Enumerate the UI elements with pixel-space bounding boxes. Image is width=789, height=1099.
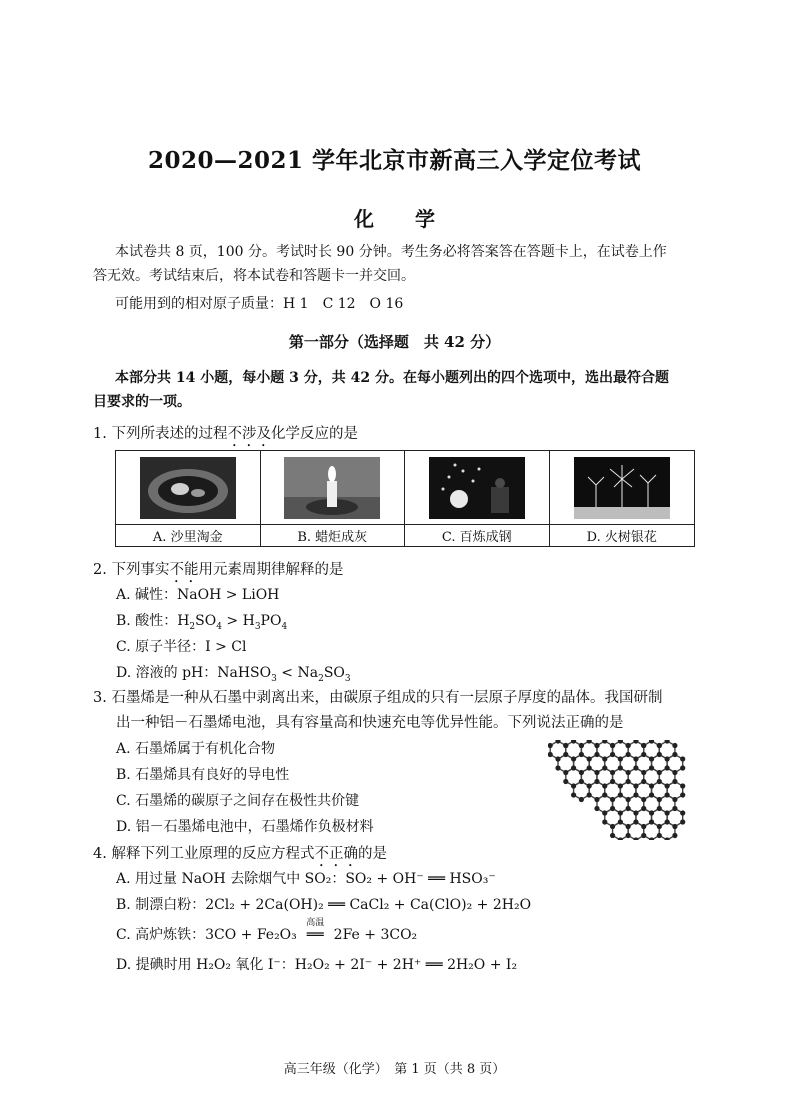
option-c-label: C. 百炼成钢 (441, 530, 512, 545)
carbon-atom (657, 743, 662, 748)
carbon-atom (633, 819, 638, 824)
gold-panning-image (116, 451, 260, 525)
carbon-atom (602, 740, 607, 744)
carbon-atom (665, 756, 670, 761)
carbon-atom (649, 783, 654, 788)
carbon-atom (633, 765, 638, 770)
carbon-atom (579, 743, 584, 748)
carbon-atom (665, 765, 670, 770)
carbon-atom (571, 783, 576, 788)
question-4-stem: 4. 解释下列工业原理的反应方程式不正确的是 (93, 846, 387, 862)
carbon-atom (610, 833, 615, 838)
lattice-bond (613, 822, 629, 840)
carbon-atom (641, 770, 646, 775)
carbon-atom (618, 810, 623, 815)
reaction-condition: 高温 (306, 918, 325, 928)
carbon-atom (626, 779, 631, 784)
option-b-cell[interactable] (261, 451, 406, 546)
carbon-atom (672, 779, 677, 784)
carbon-atom (633, 810, 638, 815)
lattice-bond (659, 822, 675, 840)
steel-forging-image (405, 451, 549, 525)
carbon-atom (649, 837, 654, 840)
carbon-atom (618, 740, 623, 744)
carbon-atom (641, 797, 646, 802)
carbon-atom (657, 770, 662, 775)
carbon-atom (641, 833, 646, 838)
option-d-label: D. 火树银花 (586, 530, 657, 545)
carbon-atom (602, 819, 607, 824)
question-4-option-d[interactable]: D. 提碘时用 H₂O₂ 氧化 I⁻：H₂O₂ + 2I⁻ + 2H⁺ ══ 2H₂O + I₂ (116, 957, 518, 973)
carbon-atom (587, 792, 592, 797)
carbon-atom (610, 752, 615, 757)
carbon-atom (563, 752, 568, 757)
carbon-atom (672, 833, 677, 838)
carbon-atom (610, 797, 615, 802)
carbon-atom (665, 792, 670, 797)
emphasis-text: 不正确 (314, 846, 358, 862)
carbon-atom (610, 779, 615, 784)
atomic-masses: 可能用到的相对原子质量：H 1 C 12 O 16 (115, 296, 404, 312)
carbon-atom (633, 756, 638, 761)
carbon-atom (571, 765, 576, 770)
carbon-atom (555, 740, 560, 744)
carbon-atom (665, 740, 670, 744)
instructions-line-1: 本部分共 14 小题，每小题 3 分，共 42 分。在每小题列出的四个选项中，选出最符合题 (115, 370, 669, 386)
carbon-atom (657, 797, 662, 802)
option-a-cell[interactable] (116, 451, 261, 546)
option-a-label: A. 沙里淘金 (152, 530, 223, 545)
carbon-atom (602, 765, 607, 770)
carbon-atom (665, 783, 670, 788)
carbon-atom (633, 740, 638, 744)
question-2-option-d[interactable]: D. 溶液的 pH：NaHSO$_3$ < $Na_2SO_3$ (116, 665, 351, 684)
carbon-atom (665, 810, 670, 815)
carbon-atom (672, 797, 677, 802)
carbon-atom (649, 756, 654, 761)
carbon-atom (672, 806, 677, 811)
carbon-atom (626, 797, 631, 802)
question-3-option-d[interactable]: D. 铝－石墨烯电池中，石墨烯作负极材料 (116, 819, 374, 835)
carbon-atom (587, 783, 592, 788)
carbon-atom (672, 752, 677, 757)
question-3-stem-line-2: 出一种铝－石墨烯电池，具有容量高和快速充电等优异性能。下列说法正确的是 (116, 715, 624, 731)
carbon-atom (633, 837, 638, 840)
lattice-bond (574, 782, 590, 800)
carbon-atom (602, 756, 607, 761)
instructions-line-2: 目要求的一项。 (93, 394, 191, 410)
carbon-atom (610, 743, 615, 748)
carbon-atom (618, 765, 623, 770)
carbon-atom (649, 792, 654, 797)
carbon-atom (563, 779, 568, 784)
carbon-atom (571, 756, 576, 761)
carbon-atom (594, 779, 599, 784)
carbon-atom (657, 752, 662, 757)
carbon-atom (626, 824, 631, 829)
exam-title: 2020—2021 学年北京市新高三入学定位考试 (147, 147, 642, 174)
carbon-atom (579, 770, 584, 775)
carbon-atom (680, 792, 685, 797)
carbon-atom (641, 806, 646, 811)
question-4-option-a[interactable]: A. 用过量 NaOH 去除烟气中 SO₂：SO₂ + OH⁻ ══ HSO₃⁻ (116, 871, 496, 887)
question-2-option-b[interactable]: B. 酸性：$H_2SO_4 > H_3PO_4$ (116, 613, 288, 632)
carbon-atom (594, 806, 599, 811)
carbon-atom (610, 770, 615, 775)
intro-line-2: 答无效。考试结束后，将本试卷和答题卡一并交回。 (93, 268, 415, 284)
intro-line-1: 本试卷共 8 页，100 分。考试时长 90 分钟。考生务必将答案答在答题卡上，在试卷上作 (115, 244, 667, 260)
carbon-atom (618, 756, 623, 761)
question-1-stem: 1. 下列所表述的过程不涉及化学反应的是 (93, 426, 358, 442)
carbon-atom (618, 792, 623, 797)
carbon-atom (579, 779, 584, 784)
carbon-atom (657, 824, 662, 829)
carbon-atom (563, 770, 568, 775)
carbon-atom (649, 819, 654, 824)
lattice-bond (644, 822, 660, 840)
carbon-atom (571, 740, 576, 744)
question-4-option-b[interactable]: B. 制漂白粉：2Cl₂ + 2Ca(OH)₂ ══ CaCl₂ + Ca(ClO)₂ + 2H₂O (116, 897, 532, 913)
fireworks-image (550, 451, 695, 525)
carbon-atom (680, 810, 685, 815)
carbon-atom (587, 756, 592, 761)
question-3-option-a[interactable]: A. 石墨烯属于有机化合物 (116, 741, 276, 757)
carbon-atom (626, 833, 631, 838)
carbon-atom (602, 810, 607, 815)
carbon-atom (680, 819, 685, 824)
carbon-atom (571, 792, 576, 797)
subject-title: 化 学 (354, 207, 435, 231)
carbon-atom (665, 837, 670, 840)
carbon-atom (633, 792, 638, 797)
carbon-atom (626, 752, 631, 757)
question-1-options-table (115, 450, 695, 547)
carbon-atom (587, 765, 592, 770)
carbon-atom (594, 752, 599, 757)
carbon-atom (626, 806, 631, 811)
carbon-atom (579, 797, 584, 802)
carbon-atom (618, 783, 623, 788)
carbon-atom (602, 783, 607, 788)
carbon-atom (641, 752, 646, 757)
carbon-atom (649, 810, 654, 815)
page-footer: 高三年级（化学） 第 1 页（共 8 页） (283, 1062, 506, 1077)
carbon-atom (641, 824, 646, 829)
reaction-condition-arrow: 高温 ══ (301, 927, 329, 943)
carbon-atom (672, 824, 677, 829)
carbon-atom (555, 756, 560, 761)
question-3-option-c[interactable]: C. 石墨烯的碳原子之间存在极性共价键 (116, 793, 360, 809)
candle-image (261, 451, 405, 525)
section-heading: 第一部分（选择题 共 42 分） (288, 333, 501, 351)
carbon-atom (672, 743, 677, 748)
carbon-atom (657, 833, 662, 838)
carbon-atom (594, 743, 599, 748)
question-4-option-c[interactable]: C. 高炉炼铁：3CO + Fe₂O₃ 高温 ══ 2Fe + 3CO₂ (116, 924, 417, 944)
carbon-atom (602, 792, 607, 797)
question-2-option-a[interactable]: A. 碱性：NaOH > LiOH (116, 587, 280, 603)
carbon-atom (657, 779, 662, 784)
carbon-atom (665, 819, 670, 824)
lattice-bond (628, 822, 644, 840)
carbon-atom (680, 756, 685, 761)
question-3-stem-line-1: 3. 石墨烯是一种从石墨中剥离出来，由碳原子组成的只有一层原子厚度的晶体。我国研制 (93, 690, 663, 706)
question-3-option-b[interactable]: B. 石墨烯具有良好的导电性 (116, 767, 290, 783)
carbon-atom (563, 743, 568, 748)
option-d-cell[interactable] (550, 451, 695, 546)
carbon-atom (641, 743, 646, 748)
carbon-atom (641, 779, 646, 784)
question-2-stem: 2. 下列事实不能用元素周期律解释的是 (93, 562, 344, 578)
carbon-atom (594, 770, 599, 775)
carbon-atom (657, 806, 662, 811)
carbon-atom (594, 797, 599, 802)
carbon-atom (649, 740, 654, 744)
carbon-atom (555, 765, 560, 770)
carbon-atom (610, 806, 615, 811)
carbon-atom (680, 765, 685, 770)
carbon-atom (579, 752, 584, 757)
option-b-label: B. 蜡炬成灰 (297, 530, 368, 545)
carbon-atom (626, 770, 631, 775)
emphasis-text: 不能 (169, 562, 199, 578)
carbon-atom (649, 765, 654, 770)
carbon-atom (618, 837, 623, 840)
carbon-atom (587, 740, 592, 744)
question-2-option-c[interactable]: C. 原子半径：I > Cl (116, 639, 247, 655)
carbon-atom (672, 770, 677, 775)
emphasis-text: 不涉及 (227, 426, 271, 442)
option-c-cell[interactable] (405, 451, 550, 546)
carbon-atom (680, 783, 685, 788)
carbon-atom (633, 783, 638, 788)
graphene-structure-image (548, 740, 698, 840)
carbon-atom (610, 824, 615, 829)
carbon-atom (626, 743, 631, 748)
carbon-atom (618, 819, 623, 824)
